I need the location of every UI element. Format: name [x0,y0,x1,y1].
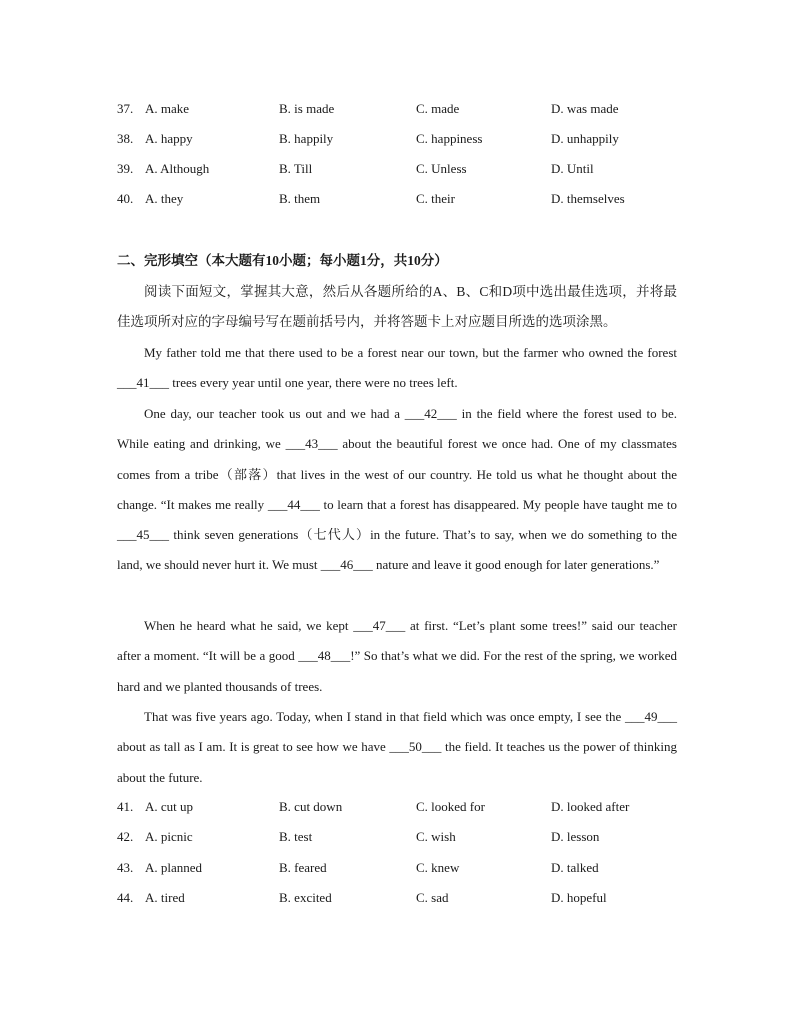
question-number: 41. [117,799,134,814]
option-b: B. Till [279,161,313,176]
option-c: C. made [416,101,460,116]
option-b: B. happily [279,131,334,146]
option-d: D. unhappily [551,131,619,146]
option-d: D. was made [551,101,619,116]
passage-paragraph-2: One day, our teacher took us out and we had a ___42___ in the field where the forest used to be. While eating and drinking, we ___43___ about the beautiful forest we once had. One of my classmates comes from a tribe（部落）that lives in the west of our country. He told us what he thought about the change. “It makes me really ___44___ to learn that a forest has disappeared. My people have taught me to ___45___ think seven generations（七代人）in the future. That’s to say, when we do something to the land, we should never hurt it. We must ___46___ nature and leave it good enough for later generations.” [117,406,677,573]
section-heading: 二、完形填空（本大题有10小题；每小题1分，共10分） [117,253,448,268]
option-a: A. Although [145,161,210,176]
option-b: B. is made [279,101,335,116]
option-a: A. planned [145,860,203,875]
question-number: 39. [117,161,134,176]
option-c: C. sad [416,890,449,905]
question-number: 44. [117,890,134,905]
question-number: 42. [117,829,134,844]
option-d: D. looked after [551,799,630,814]
question-number: 40. [117,191,134,206]
option-b: B. them [279,191,321,206]
option-b: B. excited [279,890,332,905]
option-d: D. themselves [551,191,625,206]
option-a: A. they [145,191,184,206]
question-number: 37. [117,101,134,116]
option-c: C. Unless [416,161,467,176]
option-c: C. their [416,191,455,206]
passage-paragraph-4: That was five years ago. Today, when I stand in that field which was once empty, I see the ___49___ about as tall as I am. It is great to see how we have ___50___ the field. It teaches us the power of thinking about the future. [117,709,677,785]
option-a: A. cut up [145,799,194,814]
option-d: D. talked [551,860,599,875]
question-number: 43. [117,860,134,875]
option-d: D. lesson [551,829,600,844]
option-a: A. tired [145,890,185,905]
section-instruction: 阅读下面短文，掌握其大意，然后从各题所给的A、B、C和D项中选出最佳选项，并将最佳选项所对应的字母编号写在题前括号内，并将答题卡上对应题目所选的选项涂黑。 [117,284,677,330]
option-d: D. hopeful [551,890,607,905]
option-a: A. happy [145,131,193,146]
passage-paragraph-1: My father told me that there used to be a forest near our town, but the farmer who owned the forest ___41___ trees every year until one year, there were no trees left. [117,345,677,391]
option-b: B. test [279,829,313,844]
option-d: D. Until [551,161,594,176]
option-a: A. make [145,101,190,116]
option-c: C. wish [416,829,456,844]
option-a: A. picnic [145,829,193,844]
option-b: B. cut down [279,799,343,814]
option-b: B. feared [279,860,327,875]
option-c: C. looked for [416,799,485,814]
question-number: 38. [117,131,134,146]
option-c: C. knew [416,860,460,875]
passage-paragraph-3: When he heard what he said, we kept ___47___ at first. “Let’s plant some trees!” said our teacher after a moment. “It will be a good ___48___!” So that’s what we did. For the rest of the spring, we worked hard and we planted thousands of trees. [117,618,677,694]
option-c: C. happiness [416,131,483,146]
